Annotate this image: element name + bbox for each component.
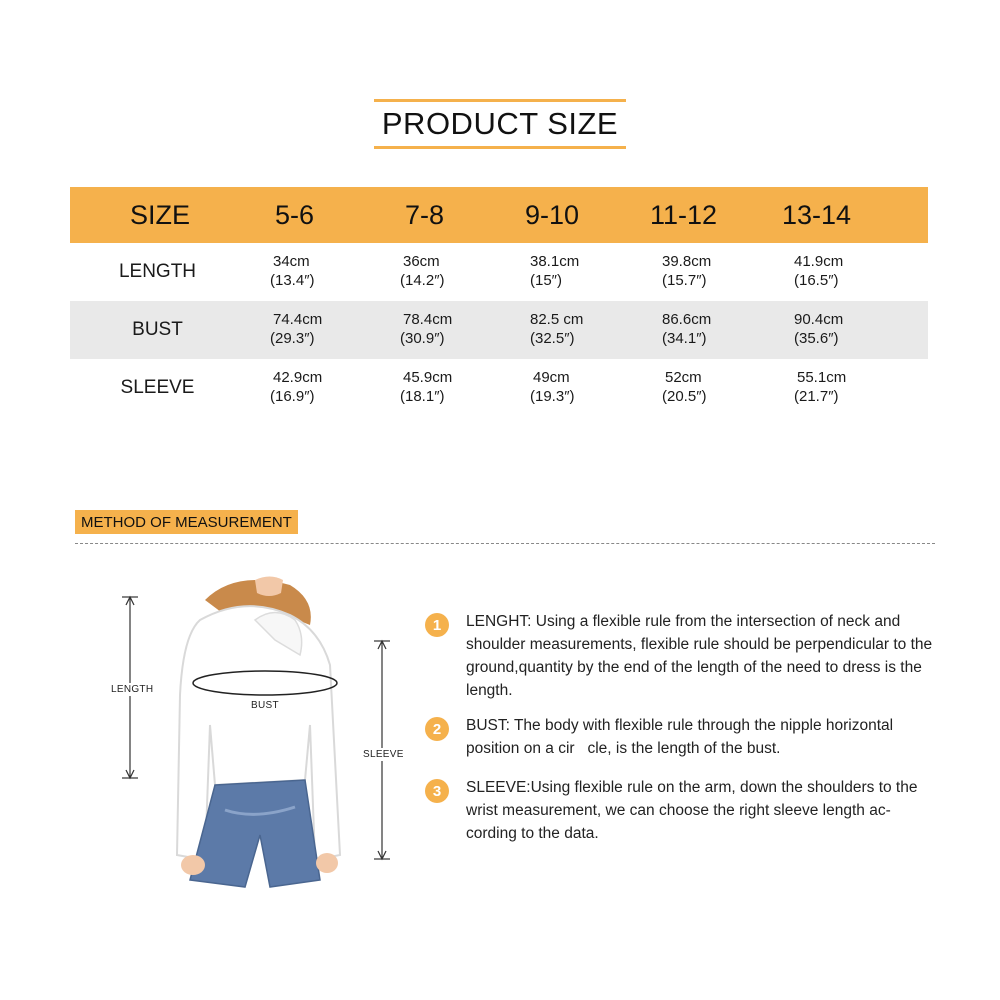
hand-shape [316,853,338,873]
hand-shape [181,855,205,875]
table-cell: 82.5 cm (32.5″) [530,311,584,347]
size-col-1: 5-6 [275,199,315,230]
size-header-row [70,187,928,243]
step-text: BUST: The body with flexible rule through the nipple horizontal position on a cir cle, is the length of the bust. [466,717,894,757]
size-col-2: 7-8 [405,199,445,230]
measurement-figure [105,575,425,895]
row-label: SLEEVE [120,377,195,398]
table-row-sleeve [70,359,928,417]
page-title: PRODUCT SIZE [381,106,619,141]
step-text: SLEEVE:Using flexible rule on the arm, down the shoulders to the wrist measurement, we can choose the right sleeve length ac-cording to the data. [466,779,918,842]
table-cell: 42.9cm (16.9″) [270,369,323,405]
table-cell: 55.1cm (21.7″) [794,369,847,405]
size-col-3: 9-10 [525,199,580,230]
table-cell: 78.4cm (30.9″) [400,311,453,347]
method-heading-text: METHOD OF MEASUREMENT [81,513,292,531]
size-header-label: SIZE [130,199,191,230]
table-cell: 38.1cm (15″) [530,253,580,289]
bust-label: BUST [251,700,279,711]
row-label: LENGTH [118,261,197,282]
table-row-bust [70,301,928,359]
table-cell: 74.4cm (29.3″) [270,311,323,347]
length-label: LENGTH [111,684,154,695]
product-size-title [374,99,626,149]
face-shape [255,577,283,597]
step-text: LENGHT: Using a flexible rule from the intersection of neck and shoulder measurements, flexible rule should be perpendicular to the ground,quantity by the end of the length of the need to dress is the length. [466,613,933,699]
table-cell: 52cm (20.5″) [662,369,707,405]
size-col-5: 13-14 [782,199,852,230]
table-cell: 49cm (19.3″) [530,369,575,405]
table-cell: 39.8cm (15.7″) [662,253,712,289]
hoodie-illustration [105,575,425,895]
table-cell: 86.6cm (34.1″) [662,311,712,347]
method-heading [75,510,298,534]
sleeve-label: SLEEVE [363,749,404,760]
step-number-badge: 2 [425,717,449,741]
table-cell: 41.9cm (16.5″) [794,253,844,289]
table-row-length [70,243,928,301]
row-label: BUST [132,319,183,340]
shorts-shape [190,780,320,887]
size-table [70,187,928,417]
size-col-4: 11-12 [650,199,718,230]
table-cell: 36cm (14.2″) [400,253,445,289]
table-cell: 34cm (13.4″) [270,253,315,289]
step-number-badge: 1 [425,613,449,637]
divider [75,543,935,544]
table-cell: 45.9cm (18.1″) [400,369,453,405]
step-number-badge: 3 [425,779,449,803]
table-cell: 90.4cm (35.6″) [794,311,844,347]
